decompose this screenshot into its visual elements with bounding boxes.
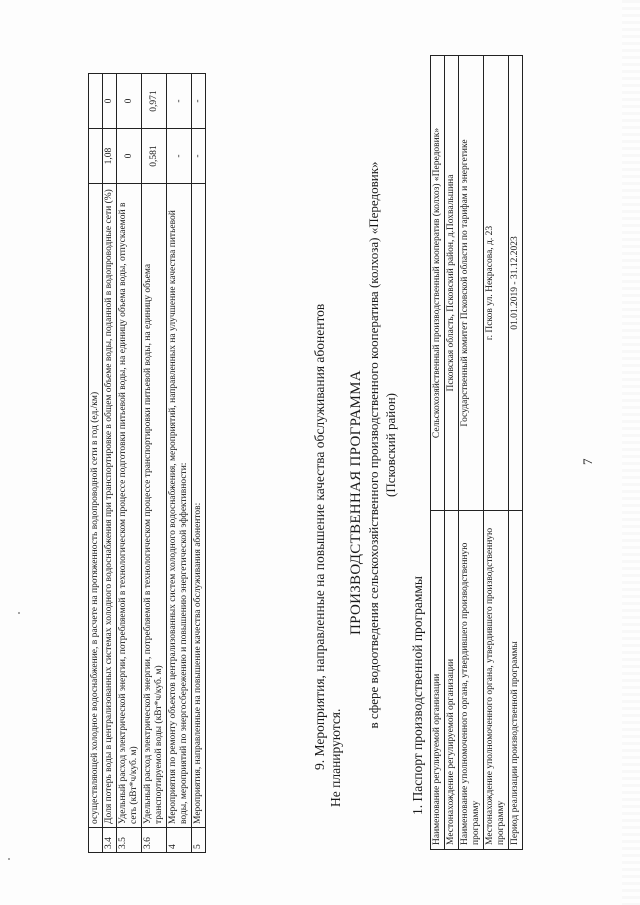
scan-edge-noise (622, 0, 640, 905)
passport-key: Период реализации производственной программы (509, 511, 523, 850)
scan-speck (8, 858, 10, 860)
passport-row (484, 56, 509, 850)
row-number: 4 (167, 828, 192, 853)
row-text: Мероприятия, направленные на повышение качества обслуживания абонентов: (192, 184, 206, 828)
row-value-1: 0 (117, 129, 142, 184)
passport-heading: 1. Паспорт производственной программы (410, 576, 425, 815)
passport-value: Сельскохозяйственный производственный кооператив (колхоз) «Передовик» (431, 56, 445, 511)
scan-speck (18, 612, 20, 614)
row-text: Удельный расход электрической энергии, потребляемой в технологическом процессе подготовки питьевой воды, на единицу объема воды, отпускаемой в сеть (кВт*ч/куб. м) (117, 184, 142, 828)
passport-row (459, 56, 484, 850)
row-text: Мероприятия по ремонту объектов централизованных систем холодного водоснабжения, мероприятий, направленных на улучшение качества питьевой воды, мероприятий по энергосбережению и повышению энергетической эффективности: (167, 184, 192, 828)
table-row (192, 74, 206, 853)
row-number: 3.5 (117, 828, 142, 853)
row-value-1: 1,08 (103, 129, 117, 184)
row-value-2: - (167, 74, 192, 129)
section-9-heading: 9. Мероприятия, направленные на повышение качества обслуживания абонентов (312, 303, 327, 770)
passport-key: Наименование регулируемой организации (431, 511, 445, 850)
passport-table (430, 55, 523, 850)
row-value-1: 0,581 (142, 129, 167, 184)
passport-key: Местонахождение уполномоченного органа, утвердившего производственную программу (484, 511, 509, 850)
row-value-1: - (167, 129, 192, 184)
row-value-2: 0,971 (142, 74, 167, 129)
row-value-2: 0 (103, 74, 117, 129)
row-value-1: - (192, 129, 206, 184)
passport-row (431, 56, 445, 850)
row-text: осуществляющей холодное водоснабжение, в расчете на протяженность водопроводной сети в год (ед./км) (89, 184, 103, 828)
passport-value: 01.01.2019 - 31.12.2023 (509, 56, 523, 511)
page-number: 7 (580, 458, 595, 465)
section-9-text: Не планируются. (328, 708, 343, 807)
row-number: 3.4 (103, 828, 117, 853)
table-row (117, 74, 142, 853)
passport-value: Государственный комитет Псковской области по тарифам и энергетике (459, 56, 484, 511)
row-number (89, 828, 103, 853)
row-value-2 (89, 74, 103, 129)
row-text: Доля потерь воды в централизованных системах холодного водоснабжения при транспортировке в общем объеме воды, поданной в водопроводные сети (%) (103, 184, 117, 828)
program-title: ПРОИЗВОДСТВЕННАЯ ПРОГРАММА (348, 370, 364, 635)
passport-value: г. Псков ул. Некрасова, д. 23 (484, 56, 509, 511)
indicators-table (88, 73, 206, 853)
passport-row (509, 56, 523, 850)
passport-key: Местонахождение регулируемой организации (445, 511, 459, 850)
program-subtitle-line-2: (Псковский район) (383, 393, 398, 497)
table-row (89, 74, 103, 853)
table-row (167, 74, 192, 853)
table-row (103, 74, 117, 853)
program-subtitle (365, 125, 399, 765)
table-row (142, 74, 167, 853)
row-value-2: 0 (117, 74, 142, 129)
passport-key: Наименование уполномоченного органа, утвердившего производственную программу (459, 511, 484, 850)
row-value-2: - (192, 74, 206, 129)
row-text: Удельный расход электрической энергии, потребляемой в технологическом процессе транспортировки питьевой воды, на единицу объема транспортируемой воды (кВт*ч/куб. м) (142, 184, 167, 828)
program-subtitle-line-1: в сфере водоотведения сельскохозяйственного производственного кооператива (колхоза) «Передовик» (366, 161, 381, 729)
row-number: 5 (192, 828, 206, 853)
passport-row (445, 56, 459, 850)
row-value-1 (89, 129, 103, 184)
row-number: 3.6 (142, 828, 167, 853)
passport-value: Псковская область, Псковский район, д.Похвальшина (445, 56, 459, 511)
